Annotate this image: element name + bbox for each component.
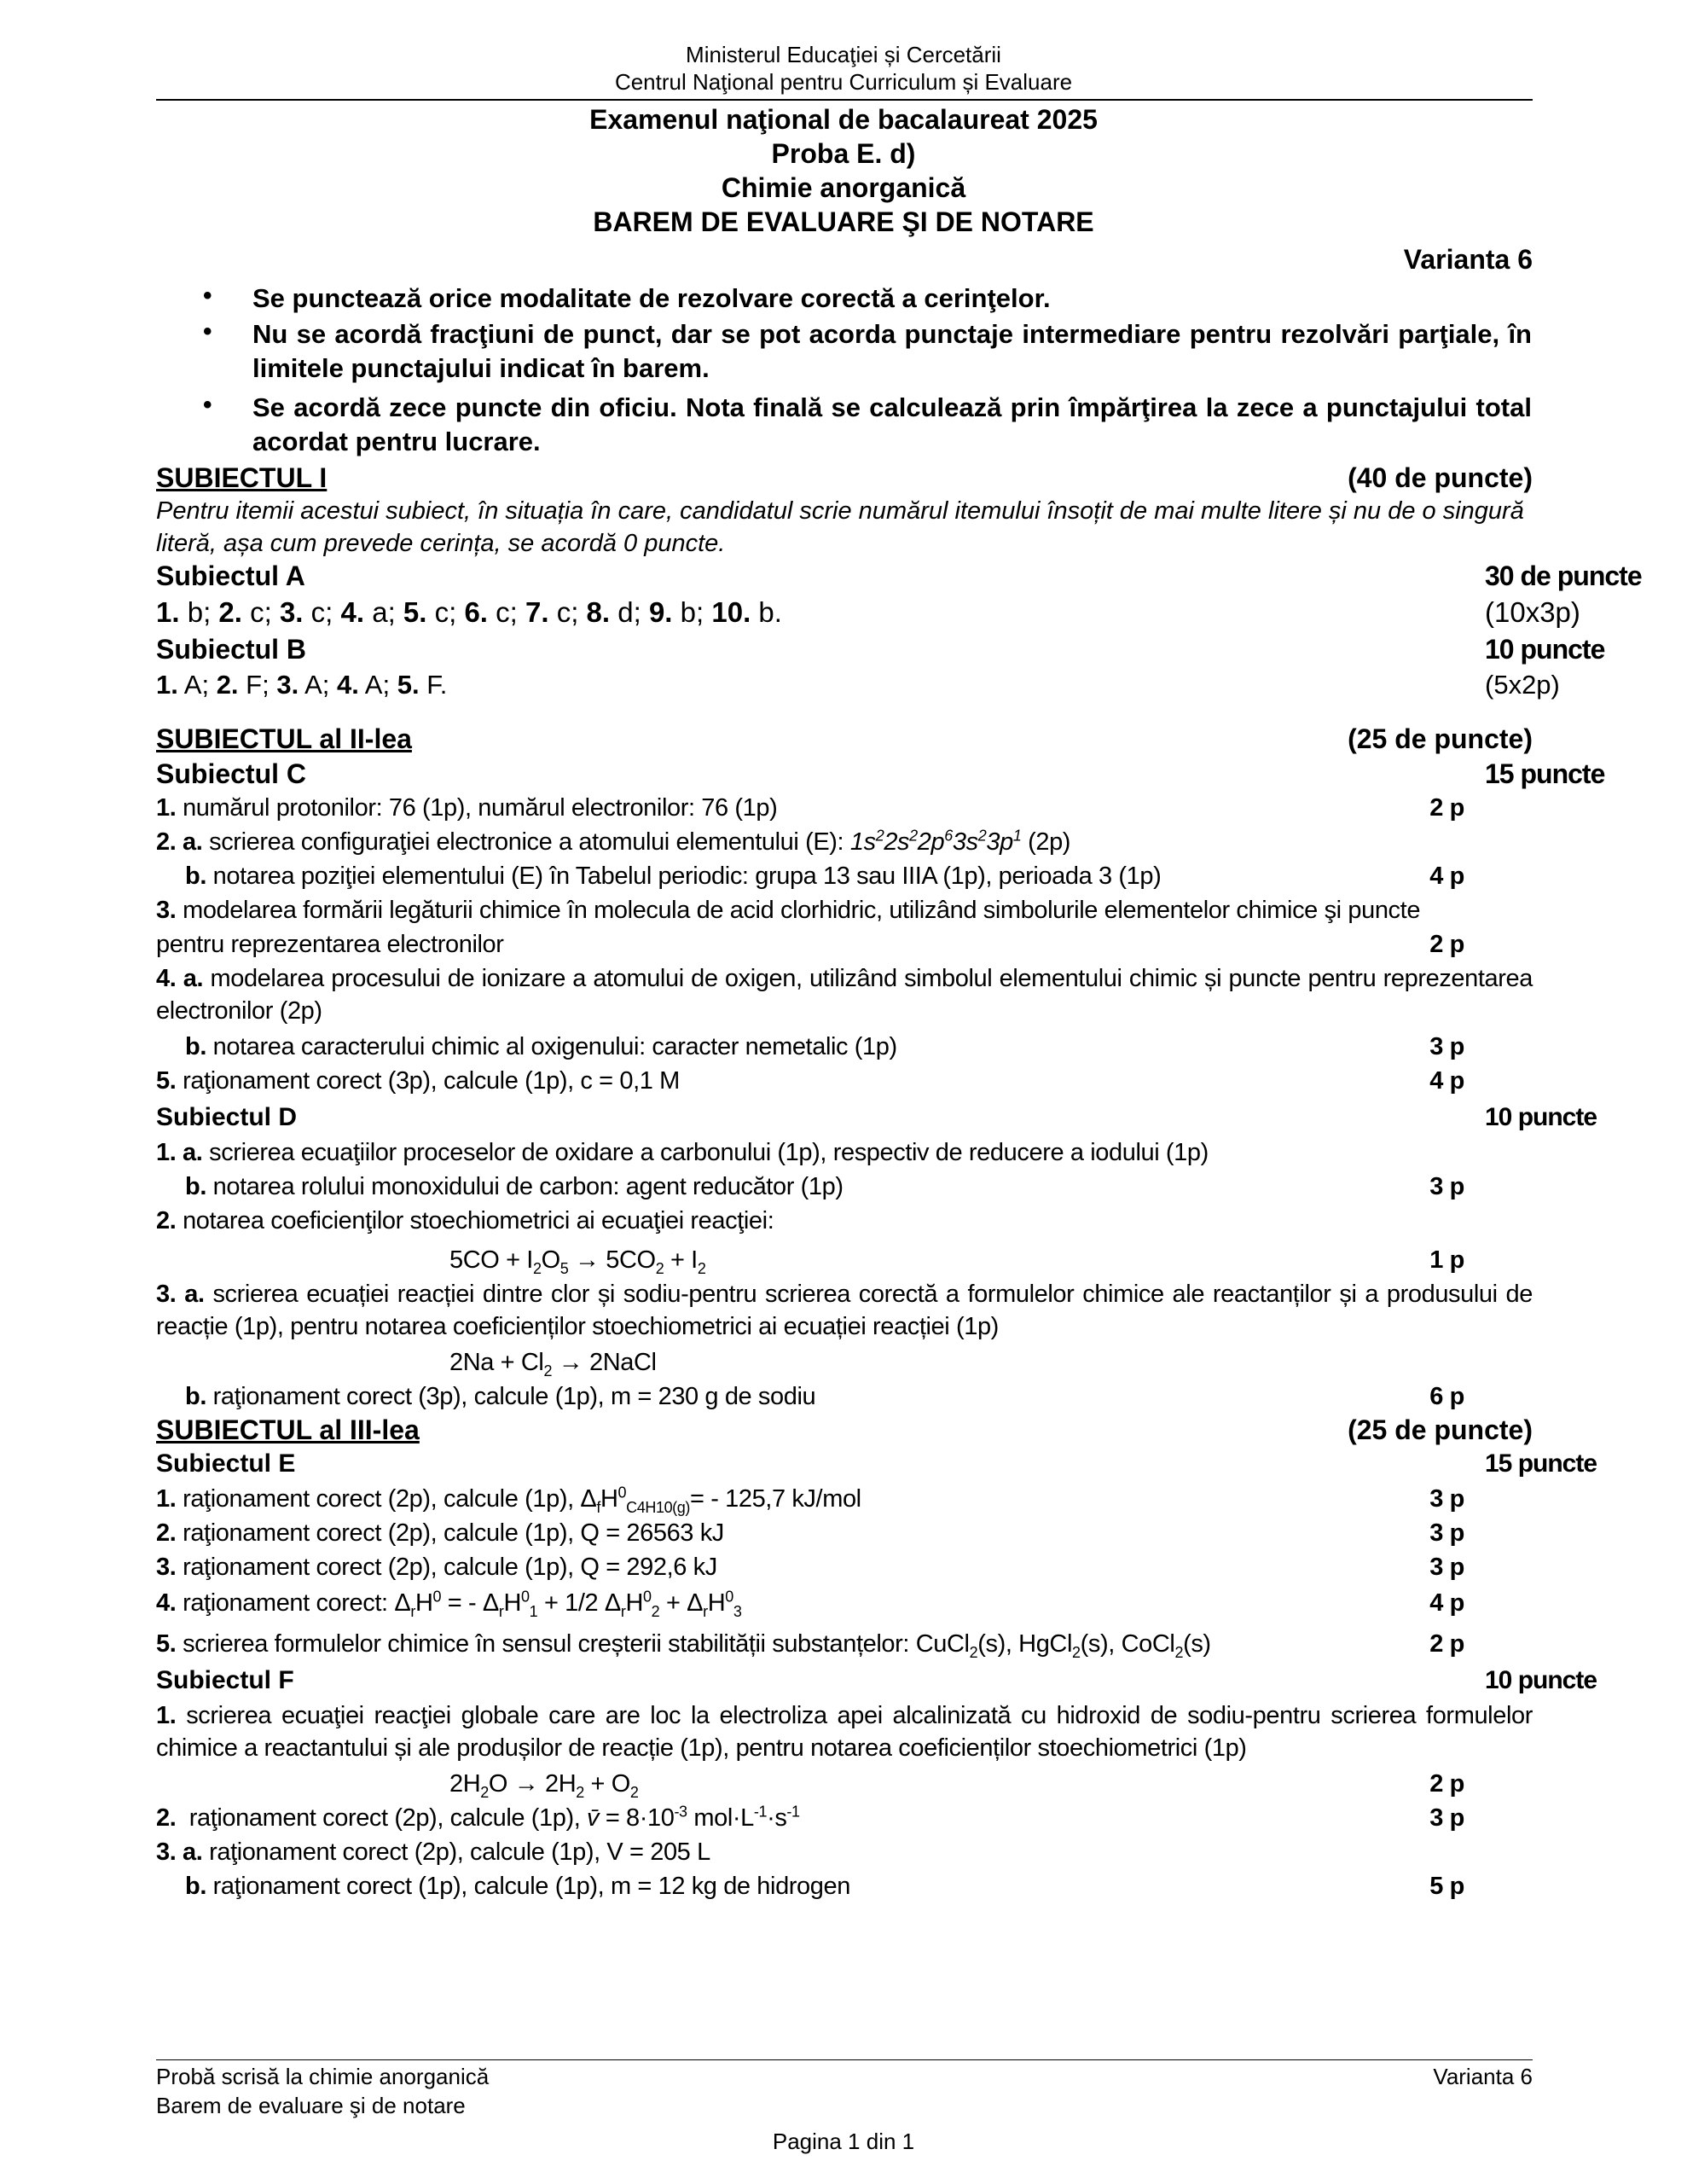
item-e3: 3. raţionament corect (2p), calcule (1p), Q = 292,6 kJ 3 p (156, 1554, 1464, 1581)
header-center: Centrul Naţional pentru Curriculum și Evaluare (614, 69, 1073, 95)
section-3-heading (156, 1413, 1533, 1447)
item-c4a: 4. a. modelarea procesului de ionizare a atomului de oxigen, utilizând simbolul elementului chimic și puncte pentru reprezentarea electronilor (2p) (156, 965, 1533, 1025)
rule-3: Se acordă zece puncte din oficiu. Nota finală se calculează prin împărţirea la zece a punctajului total acordat pentru lucrare. (252, 392, 1532, 456)
footer-rule (156, 2059, 1533, 2060)
header-ministry: Ministerul Educaţiei și Cercetării (686, 42, 1001, 67)
item-f3b: b. raţionament corect (1p), calcule (1p), m = 12 kg de hidrogen 5 p (185, 1873, 1464, 1900)
subject-a-points: 30 de puncte (1485, 561, 1642, 591)
header-rule (156, 99, 1533, 101)
item-c2b: b. notarea poziţiei elementului (E) în Tabelul periodic: grupa 13 sau IIIA (1p), perioada 3 (1p) 4 p (185, 863, 1464, 890)
section-3-points: (25 de puncte) (1348, 1414, 1533, 1445)
section-1-heading (156, 461, 1533, 495)
subject-d-title: Subiectul D (156, 1103, 298, 1131)
subject-a-score: (10x3p) (1485, 596, 1580, 628)
item-f1: 1. scrierea ecuaţiei reacţiei globale care are loc la electroliza apei alcalinizată cu hidroxid de sodiu-pentru scrierea formulelor chimice a reactantului și ale produșilor de reacție (1p), pentru notarea coeficienților stoechiometrici (1p) (156, 1702, 1533, 1762)
item-e2: 2. raţionament corect (2p), calcule (1p), Q = 26563 kJ 3 p (156, 1519, 1464, 1547)
exam-subject: Chimie anorganică (721, 172, 966, 203)
rule-1: Se punctează orice modalitate de rezolvare corectă a cerinţelor. (252, 283, 1051, 313)
section-1-points: (40 de puncte) (1348, 462, 1533, 493)
item-e5: 5. scrierea formulelor chimice în sensul creșterii stabilității substanțelor: CuCl$_2$(s), HgCl$_2$(s), CoCl$_2$(s) 2 p (156, 1630, 1464, 1661)
item-c3-line2: pentru reprezentarea electronilor 2 p (156, 931, 1464, 958)
section-1-title: SUBIECTUL I (156, 462, 328, 493)
item-d2-equation: $5CO + I_2O_5 \to 5CO_2 + I_2$ 1 p (449, 1246, 1464, 1277)
answer-list: 1. b; 2. c; 3. c; 4. a; 5. c; 6. c; 7. c; 8. d; 9. b; 10. b. (156, 596, 782, 628)
section-2-points: (25 de puncte) (1348, 723, 1533, 754)
subject-b-points: 10 puncte (1485, 634, 1605, 665)
section-2-title: SUBIECTUL al II-lea (156, 723, 412, 754)
electron-configuration: $1s^22s^22p^63s^23p^1$ (849, 827, 1022, 856)
subject-b-score: (5x2p) (1485, 670, 1560, 700)
answer-list: 1. A; 2. F; 3. A; 4. A; 5. F. (156, 670, 448, 700)
section-3-title: SUBIECTUL al III-lea (156, 1414, 420, 1445)
item-d3a-equation: $2Na + Cl_2$ → 2NaCl (449, 1349, 657, 1380)
item-e4: 4. raţionament corect: $\Delta_rH^0$ = - $\Delta_rH^0_1 + 1/2$ $\Delta_rH^0_2 + \Delta_rH^0_3$ 4 p (156, 1588, 1464, 1620)
section-2-heading (156, 722, 1533, 756)
item-c3-line1: 3. modelarea formării legăturii chimice în molecula de acid clorhidric, utilizând simbolurile elementelor chimice şi puncte (156, 897, 1421, 924)
item-d3a: 3. a. scrierea ecuației reacției dintre clor și sodiu-pentru scrierea corectă a formulelor chimice ale reactanților și a produsului de reacție (1p), pentru notarea coeficienților stoechiometrici ai ecuației reacției (1p) (156, 1281, 1533, 1340)
item-c4b: b. notarea caracterului chimic al oxigenului: caracter nemetalic (1p) 3 p (185, 1033, 1464, 1060)
barem-title: BAREM DE EVALUARE ŞI DE NOTARE (593, 206, 1094, 237)
subject-a-answers (156, 594, 1580, 631)
rule-2: Nu se acordă fracţiuni de punct, dar se pot acorda punctaje intermediare pentru rezolvări parţiale, în limitele punctajului indicat în barem. (252, 319, 1532, 383)
subject-a-title: Subiectul A (156, 561, 305, 591)
subject-a-heading (156, 558, 1642, 594)
section-1-note: Pentru itemii acestui subiect, în situația în care, candidatul scrie numărul itemului însoțit de mai multe litere și nu de o singură literă, așa cum prevede cerința, se acordă 0 puncte. (156, 497, 1524, 557)
item-e1: 1. raţionament corect (2p), calcule (1p), $\Delta_fH^0_{C4H10(g)}= - 125,7$ kJ/mol 3 p (156, 1484, 1464, 1516)
subject-e-points: 15 puncte (1485, 1449, 1597, 1478)
footer-left-2: Barem de evaluare şi de notare (156, 2093, 466, 2118)
item-f2: 2. raţionament corect (2p), calcule (1p), v̄ = $8\cdot 10^{-3}$ $mol\cdot L^{-1}\cdot s^{-1}$ 3 p (156, 1803, 1464, 1832)
bullet-icon: • (203, 317, 212, 346)
bullet-icon: • (203, 391, 212, 419)
item-f1-equation: $2H_2O \to 2H_2 + O_2$ 2 p (449, 1770, 1464, 1801)
subject-c-title: Subiectul C (156, 758, 307, 789)
subject-f-points: 10 puncte (1485, 1666, 1597, 1694)
subject-b-answers (156, 667, 1560, 703)
subject-c-points: 15 puncte (1485, 758, 1605, 789)
subject-b-title: Subiectul B (156, 634, 307, 665)
item-d3b: b. raţionament corect (3p), calcule (1p), m = 230 g de sodiu 6 p (185, 1383, 1464, 1410)
footer-variant: Varianta 6 (1433, 2064, 1533, 2089)
item-d1a: 1. a. scrierea ecuaţiilor proceselor de oxidare a carbonului (1p), respectiv de reducere a iodului (1p) (156, 1139, 1209, 1166)
footer-left-1: Probă scrisă la chimie anorganică (156, 2064, 490, 2089)
variant-label: Varianta 6 (1403, 244, 1533, 275)
page-number: Pagina 1 din 1 (772, 2129, 915, 2154)
subject-d-heading (156, 1101, 1597, 1135)
subject-d-points: 10 puncte (1485, 1103, 1597, 1131)
subject-f-heading (156, 1664, 1597, 1698)
subject-b-heading (156, 631, 1605, 667)
bullet-icon: • (203, 282, 212, 310)
exam-title: Examenul naţional de bacalaureat 2025 (589, 104, 1098, 135)
subject-e-title: Subiectul E (156, 1449, 296, 1478)
subject-f-title: Subiectul F (156, 1666, 294, 1694)
item-d2: 2. notarea coeficienţilor stoechiometrici ai ecuaţiei reacţiei: (156, 1207, 774, 1234)
item-f3a: 3. a. raţionament corect (2p), calcule (1p), V = 205 L (156, 1838, 710, 1866)
item-d1b: b. notarea rolului monoxidului de carbon: agent reducător (1p) 3 p (185, 1173, 1464, 1200)
exam-probe: Proba E. d) (771, 138, 916, 169)
item-c2a: 2. a. scrierea configuraţiei electronice a atomului elementului (E): $1s^22s^22p^63s^23p^1$ (2p) (156, 827, 1071, 856)
subject-e-heading (156, 1447, 1597, 1481)
subject-c-heading (156, 756, 1605, 792)
item-c1: 1. numărul protonilor: 76 (1p), numărul electronilor: 76 (1p) 2 p (156, 794, 1464, 822)
item-c5: 5. raţionament corect (3p), calcule (1p), c = 0,1 M 4 p (156, 1067, 1464, 1095)
